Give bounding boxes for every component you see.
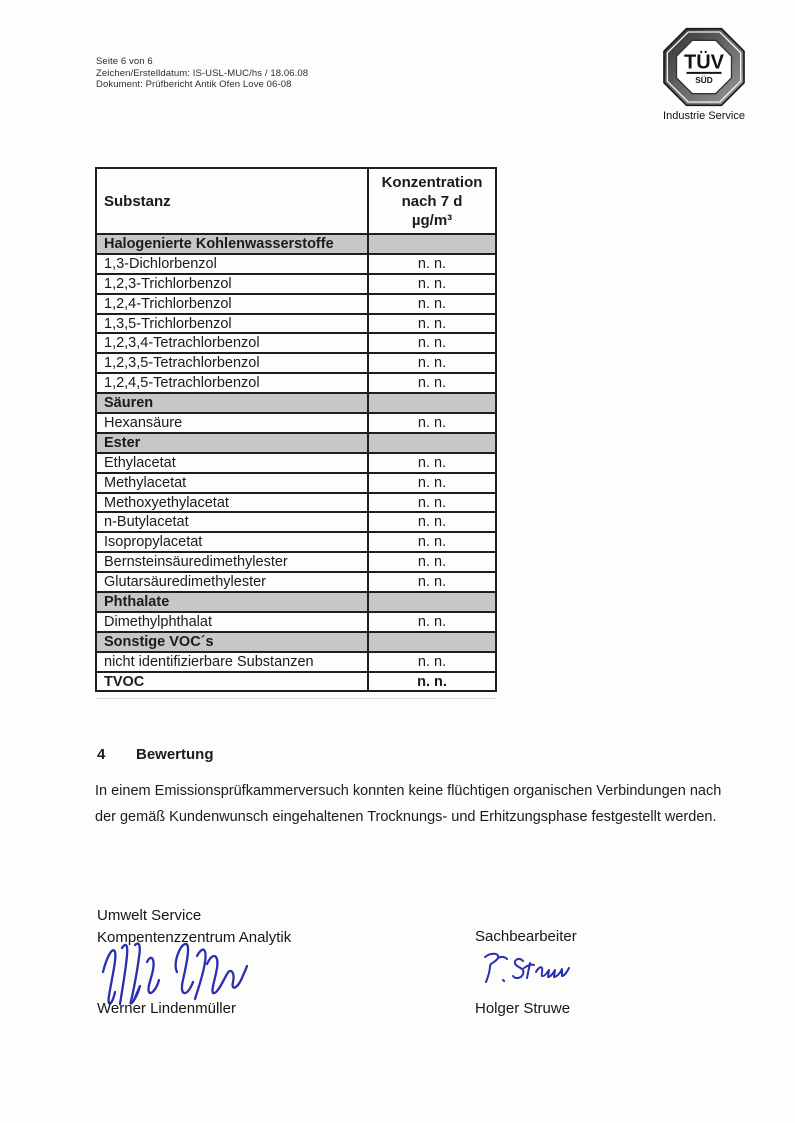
value-cell: n. n.: [368, 274, 496, 294]
table-header-row: [96, 168, 496, 234]
table-row: [96, 254, 496, 274]
substance-cell: 1,2,4,5-Tetrachlorbenzol: [96, 373, 368, 393]
substance-cell: Ethylacetat: [96, 453, 368, 473]
substance-cell: Halogenierte Kohlenwasserstoffe: [96, 234, 368, 254]
table-row: [96, 413, 496, 433]
table-section-row: [96, 632, 496, 652]
value-cell: [368, 592, 496, 612]
value-cell: [368, 433, 496, 453]
substance-cell: 1,3,5-Trichlorbenzol: [96, 314, 368, 334]
table-row: [96, 672, 496, 692]
substance-cell: Sonstige VOC´s: [96, 632, 368, 652]
page-number-line: Seite 6 von 6: [96, 56, 153, 67]
signer-left-dept-line2: Kompentenzzentrum Analytik: [97, 929, 292, 946]
section-heading-title: Bewertung: [136, 746, 214, 763]
value-cell: [368, 632, 496, 652]
table-row: [96, 353, 496, 373]
value-cell: n. n.: [368, 413, 496, 433]
table-row: [96, 473, 496, 493]
value-cell: n. n.: [368, 572, 496, 592]
table-row: [96, 572, 496, 592]
logo-text-tuv: TÜV: [684, 51, 724, 74]
substance-cell: n-Butylacetat: [96, 512, 368, 532]
table-row: [96, 294, 496, 314]
value-cell: n. n.: [368, 612, 496, 632]
value-cell: [368, 234, 496, 254]
table-section-row: [96, 393, 496, 413]
substance-cell: 1,2,3-Trichlorbenzol: [96, 274, 368, 294]
table-row: [96, 532, 496, 552]
table-row: [96, 274, 496, 294]
page-header-meta: [96, 56, 308, 91]
value-cell: n. n.: [368, 672, 496, 692]
value-cell: n. n.: [368, 254, 496, 274]
table-section-row: [96, 433, 496, 453]
value-cell: n. n.: [368, 493, 496, 513]
table-row: [96, 552, 496, 572]
table-row: [96, 652, 496, 672]
table-section-row: [96, 592, 496, 612]
tuv-sued-logo: [656, 27, 752, 122]
substance-cell: Hexansäure: [96, 413, 368, 433]
table-row: [96, 612, 496, 632]
substance-cell: 1,2,3,5-Tetrachlorbenzol: [96, 353, 368, 373]
table-row: [96, 373, 496, 393]
substance-column-header: Substanz: [96, 168, 368, 234]
section-heading: [97, 746, 214, 763]
table-row: [96, 453, 496, 473]
signer-left-name: Werner Lindenmüller: [97, 1000, 236, 1017]
substance-cell: 1,2,3,4-Tetrachlorbenzol: [96, 333, 368, 353]
concentration-column-header: [368, 168, 496, 234]
value-cell: n. n.: [368, 532, 496, 552]
value-cell: n. n.: [368, 552, 496, 572]
value-cell: n. n.: [368, 333, 496, 353]
holger-struwe-signature: [477, 950, 589, 992]
substance-cell: 1,3-Dichlorbenzol: [96, 254, 368, 274]
results-table: [95, 167, 497, 692]
substance-cell: Methylacetat: [96, 473, 368, 493]
table-row: [96, 314, 496, 334]
section-heading-number: 4: [97, 746, 106, 763]
signer-left-dept-line1: Umwelt Service: [97, 907, 202, 924]
reference-line: Zeichen/Erstelldatum: IS-USL-MUC/hs / 18.06.08: [96, 67, 309, 79]
logo-text-sued: SÜD: [695, 74, 713, 85]
substance-cell: Phthalate: [96, 592, 368, 612]
substance-cell: Glutarsäuredimethylester: [96, 572, 368, 592]
substance-cell: Isopropylacetat: [96, 532, 368, 552]
table-row: [96, 493, 496, 513]
tuv-octagon-icon: [662, 27, 746, 107]
scan-artifact-line: [95, 698, 496, 699]
concentration-header-line1: Konzentration: [381, 174, 483, 191]
signer-right-name: Holger Struwe: [475, 1000, 571, 1017]
value-cell: n. n.: [368, 512, 496, 532]
substance-cell: Dimethylphthalat: [96, 612, 368, 632]
concentration-header-line2: nach 7 d: [401, 193, 463, 210]
value-cell: n. n.: [368, 652, 496, 672]
substance-cell: Ester: [96, 433, 368, 453]
substance-cell: Methoxyethylacetat: [96, 493, 368, 513]
signer-right-title: Sachbearbeiter: [475, 928, 577, 945]
table-row: [96, 333, 496, 353]
value-cell: n. n.: [368, 473, 496, 493]
substance-cell: TVOC: [96, 672, 368, 692]
table-row: [96, 512, 496, 532]
results-table-body: [96, 234, 496, 691]
substance-cell: Säuren: [96, 393, 368, 413]
value-cell: n. n.: [368, 314, 496, 334]
substance-cell: nicht identifizierbare Substanzen: [96, 652, 368, 672]
substance-cell: 1,2,4-Trichlorbenzol: [96, 294, 368, 314]
value-cell: n. n.: [368, 373, 496, 393]
table-section-row: [96, 234, 496, 254]
logo-caption: Industrie Service: [663, 110, 745, 122]
concentration-header-unit: µg/m³: [411, 212, 453, 229]
document-line: Dokument: Prüfbericht Antik Ofen Love 06-08: [96, 79, 292, 90]
evaluation-paragraph: In einem Emissionsprüfkammerversuch konnten keine flüchtigen organischen Verbindungen nach der gemäß Kundenwunsch eingehaltenen Trocknungs- und Erhitzungsphase festgestellt werden.: [95, 783, 722, 825]
value-cell: n. n.: [368, 294, 496, 314]
value-cell: [368, 393, 496, 413]
value-cell: n. n.: [368, 353, 496, 373]
value-cell: n. n.: [368, 453, 496, 473]
substance-cell: Bernsteinsäuredimethylester: [96, 552, 368, 572]
